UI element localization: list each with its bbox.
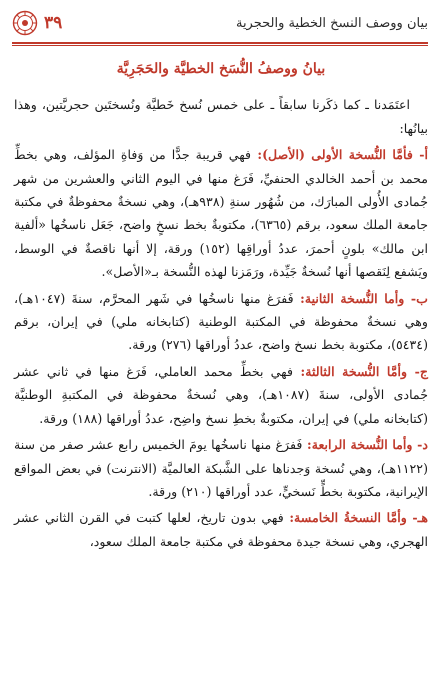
item-heading: هـ- وأمَّا النسخةُ الخامسة: [283, 510, 428, 526]
page-number: ٣٩ [44, 13, 63, 33]
item-text: فهي قريبة جدًّا من وَفاةِ المؤلف، وهي بخطِّ محمد بن أحمد الخالدي الحنفيِّ، فَرَغ منها في اليوم الثاني والعشرين من شهر جُمادى الأُولى المبارَك، من شُهُور سنةِ (٩٣٨هـ)، وهي نسخةٌ محفوظةٌ في مكتبة جامعة الملك سعود، برقم (٦٣٦٥)، مكتوبةٌ بخط نسخٍ واضح، جَعَل ناسخُها «ألفية ابن مالك» بلونٍ أحمرَ، عددُ أوراقِها (١٥٢) ورقة، إلا أنها ناقصةٌ في الوسط، ويَشفع لِنَقصها أنها نُسخةٌ جَيِّدة، ورَمَزنا لهذه النُّسخة بـ«الأصل». [14, 147, 428, 280]
item-heading: ج- وأمَّا النُّسخة الثالثة: [293, 363, 428, 379]
manuscript-item-1 [14, 143, 428, 283]
manuscript-item-2 [14, 287, 428, 357]
manuscript-item-5 [14, 506, 428, 553]
section-title: بيانُ ووصفُ النُّسَخ الخطيَّة والحَجَرِيَّة [116, 61, 326, 77]
page-number-block [12, 10, 62, 36]
item-heading: ب- وأما النُّسخة الثانية: [293, 290, 428, 306]
rosette-ornament-icon [12, 10, 38, 36]
running-title: بيان ووصف النسخ الخطية والحجرية [235, 16, 428, 31]
item-text: فهي بخطِّ محمد العاملي، فَرَغ منها في ثاني عشر جُمادى الأولى، سنةَ (١٠٨٧هـ)، وهي نُسخةٌ محفوظة في المكتبةِ الوطنيَّة (كتابخانه ملي) في إيران، مكتوبةٌ بخطِ نسخ واضِح، عددُ أوراقها (١٨٨) ورقة. [14, 363, 428, 426]
item-text: فَفرَغ منها ناسخُها في شَهر المحرَّم، سنةَ (١٠٤٧هـ)، وهي نسخةٌ محفوظة في المكتبة الوطنية (كتابخانه ملي) في إيران، برقم (٥٤٣٤)، مكتوبة بخط نسخ واضح، عددُ أوراقها (٢٧٦) ورقة. [14, 290, 428, 353]
item-heading: د- وأما النُّسخة الرابعة: [302, 437, 428, 453]
manuscript-item-3 [14, 360, 428, 430]
header-rule-thin [12, 45, 428, 46]
item-heading: أ- فأمَّا النُّسخة الأولى (الأصل): [251, 147, 428, 163]
page-header [12, 10, 428, 44]
item-text: فَفرَغ منها ناسخُها يومَ الخميس رابع عشر صفر من سنة (١١٢٢هـ)، وهي نُسخة وَجدناها على الشَّبكة العالميَّة (الانترنت) في بعض المواقع الإيرانية، مكتوبة بخطٍّ نَسخيٍّ، عدد أوراقها (٢١٠) ورقة. [14, 437, 428, 499]
manuscript-item-4 [14, 433, 428, 503]
header-rule [12, 42, 428, 44]
main-content [14, 58, 428, 553]
item-text: فهي بدون تاريخ، لعلها كتبت في القرن الثاني عشر الهجري، وهي نسخة جيدة محفوظة في مكتبة جامعة الملك سعود، [14, 510, 428, 549]
intro-paragraph: اعتَمَدنا ـ كما ذكَرنا سابقاً ـ على خمس نُسخ خَطيَّة ونُسختَين حجريَّتين، وهذا بيانُها: [14, 97, 428, 136]
